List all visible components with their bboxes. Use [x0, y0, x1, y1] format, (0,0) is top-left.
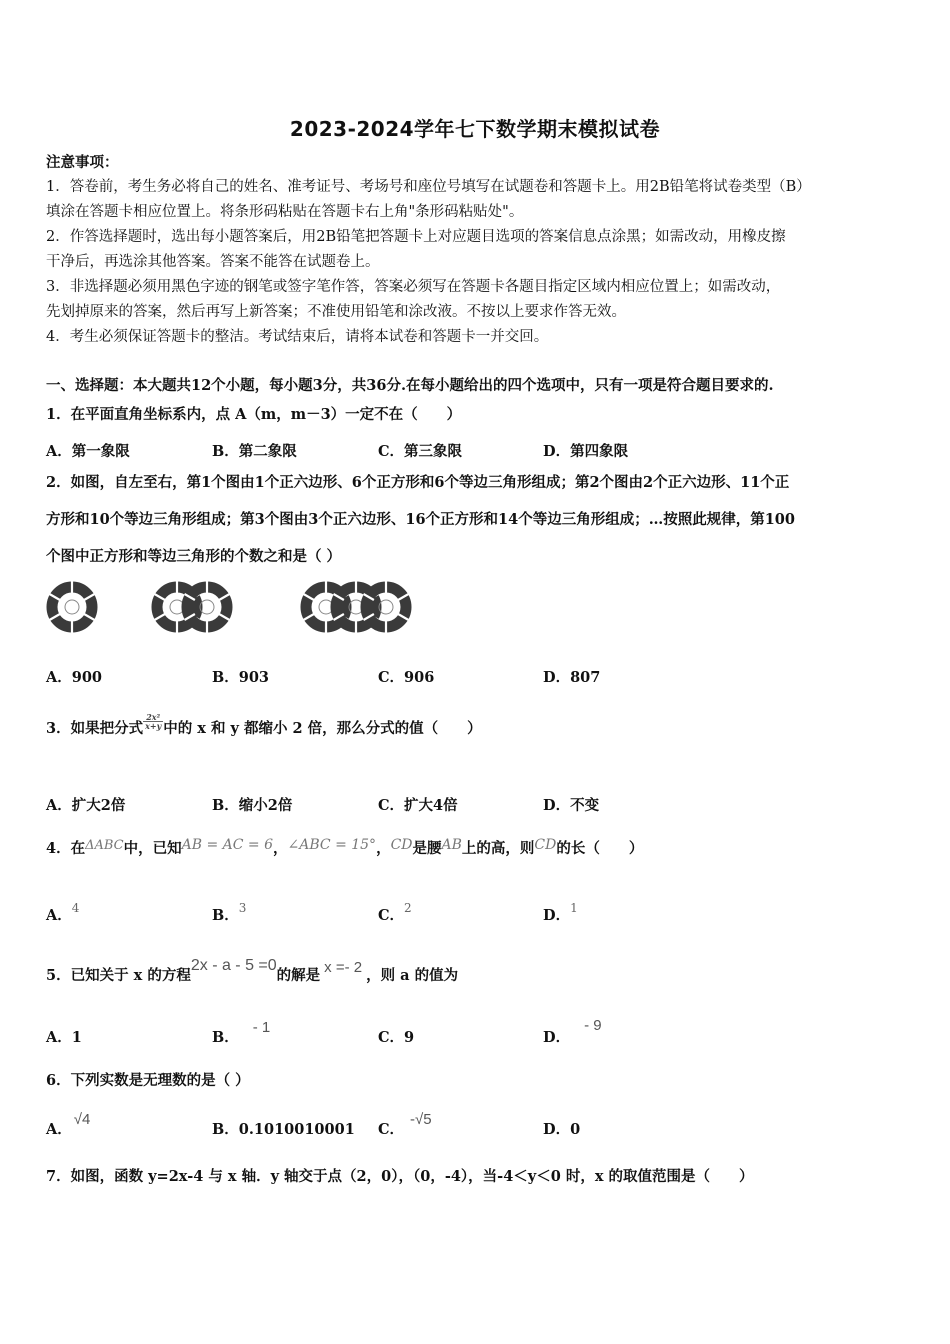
q4-option-label: C． [378, 907, 405, 924]
q1-option-c[interactable]: C．第三象限 [378, 443, 463, 460]
question-2-line: 个图中正方形和等边三角形的个数之和是（ ） [46, 548, 342, 565]
figure-3 [304, 581, 409, 633]
q3-prefix: 3．如果把分式 [46, 720, 144, 737]
q4-math-angle: ∠ABC = 15° [287, 837, 377, 853]
question-5-stem [46, 957, 459, 985]
q3-option-c[interactable]: C．扩大4倍 [378, 797, 458, 814]
q3-suffix: 中的 x 和 y 都缩小 2 倍，那么分式的值（ ） [163, 720, 482, 737]
q4-option-value: 3 [238, 901, 247, 915]
q4-option-a[interactable] [46, 901, 80, 925]
q2-option-d[interactable]: D．807 [543, 669, 601, 686]
q5-option-a[interactable] [46, 1026, 82, 1047]
question-6-stem: 6．下列实数是无理数的是（ ） [46, 1072, 250, 1089]
q4-math-cd: CD [534, 837, 557, 853]
q1-option-d[interactable]: D．第四象限 [543, 443, 629, 460]
q4-text: 的长（ ） [556, 840, 644, 857]
question-7-stem: 7．如图，函数 y=2x-4 与 x 轴．y 轴交于点（2，0），（0，-4），当-4＜y＜0 时，x 的取值范围是（ ） [46, 1168, 754, 1185]
q5-option-label: B． [212, 1029, 239, 1046]
q5-option-value: - 1 [252, 1019, 271, 1036]
q6-option-value: √4 [73, 1111, 91, 1128]
q3-option-b[interactable]: B．缩小2倍 [212, 797, 293, 814]
q6-option-label: D．0 [543, 1121, 581, 1138]
q3-fraction [143, 713, 163, 730]
q4-text: 是腰 [412, 840, 442, 857]
question-4-stem [46, 837, 644, 858]
q5-text: 的解是 [276, 967, 321, 984]
q3-fraction-numerator: 2x² [143, 713, 163, 722]
q4-math-equal-sides: AB = AC = 6 [181, 837, 274, 853]
notes-line: 填涂在答题卡相应位置上。将条形码粘贴在答题卡右上角"条形码粘贴处"。 [46, 204, 524, 220]
q1-option-a[interactable]: A．第一象限 [46, 443, 130, 460]
q2-option-c[interactable]: C．906 [378, 669, 435, 686]
q2-option-b[interactable]: B．903 [212, 669, 270, 686]
q3-option-a[interactable]: A．扩大2倍 [46, 797, 126, 814]
section-heading: 一、选择题：本大题共12个小题，每小题3分，共36分.在每小题给出的四个选项中，只有一项是符合题目要求的. [46, 377, 774, 394]
q4-text: 中，已知 [123, 840, 182, 857]
figure-1 [50, 581, 95, 633]
question-2-line: 方形和10个等边三角形组成；第3个图由3个正六边形、16个正方形和14个等边三角形组成；…按照此规律，第100 [46, 511, 795, 528]
q5-math-solution: x =- 2 [324, 959, 363, 976]
q5-option-label: D． [543, 1029, 571, 1046]
question-3-stem [46, 711, 482, 738]
hexagon-pattern-figures [44, 576, 416, 638]
q4-option-label: A． [46, 907, 72, 924]
notes-line: 干净后，再选涂其他答案。答案不能答在试题卷上。 [46, 254, 380, 270]
q6-option-c[interactable] [378, 1111, 432, 1139]
q5-option-b[interactable] [212, 1019, 271, 1047]
q6-option-b[interactable] [212, 1118, 355, 1139]
q3-option-d[interactable]: D．不变 [543, 797, 600, 814]
q4-text: 4．在 [46, 840, 86, 857]
q4-text: 上的高，则 [461, 840, 535, 857]
q4-option-b[interactable] [212, 901, 247, 925]
q5-option-label: C．9 [378, 1029, 415, 1046]
q3-fraction-denominator: x+y [145, 720, 162, 731]
notes-line: 先划掉原来的答案，然后再写上新答案；不准使用铅笔和涂改液。不按以上要求作答无效。 [46, 304, 626, 320]
q5-option-d[interactable] [543, 1017, 602, 1047]
q4-option-label: D． [543, 907, 571, 924]
notes-line: 1．答卷前，考生务必将自己的姓名、准考证号、考场号和座位号填写在试题卷和答题卡上。用2B铅笔将试卷类型（B） [46, 179, 811, 195]
q4-math-ab: AB [441, 837, 462, 853]
notes-heading: 注意事项： [46, 154, 119, 171]
q4-math-triangle: ΔABC [85, 838, 124, 853]
q5-option-value: - 9 [584, 1017, 602, 1034]
q5-option-c[interactable] [378, 1026, 414, 1047]
q6-option-label: C． [378, 1121, 405, 1138]
q6-option-value: -√5 [410, 1111, 432, 1128]
q6-option-d[interactable] [543, 1118, 580, 1139]
q6-option-label: B．0.1010010001 [212, 1121, 355, 1138]
notes-line: 2．作答选择题时，选出每小题答案后，用2B铅笔把答题卡上对应题目选项的答案信息点涂黑；如需改动，用橡皮擦 [46, 229, 786, 245]
q4-option-value: 2 [404, 901, 412, 915]
q4-option-label: B． [212, 907, 239, 924]
q4-option-c[interactable] [378, 901, 412, 925]
q4-option-d[interactable] [543, 901, 578, 925]
q4-option-value: 1 [570, 901, 578, 915]
q6-option-label: A． [46, 1121, 72, 1138]
notes-line: 3．非选择题必须用黑色字迹的钢笔或签字笔作答，答案必须写在答题卡各题目指定区域内相应位置上；如需改动， [46, 279, 781, 295]
notes-line: 4．考生必须保证答题卡的整洁。考试结束后，请将本试卷和答题卡一并交回。 [46, 329, 549, 345]
q6-option-a[interactable] [46, 1111, 91, 1139]
q4-option-value: 4 [71, 901, 80, 915]
q5-text: 5．已知关于 x 的方程 [46, 967, 191, 984]
q5-math-equation: 2x - a - 5 =0 [190, 957, 277, 974]
q4-text: ， [273, 840, 288, 857]
q1-option-b[interactable]: B．第二象限 [212, 443, 297, 460]
q5-text: ，则 a 的值为 [366, 967, 459, 984]
q4-math-cd: CD [390, 837, 413, 853]
question-2-line: 2．如图，自左至右，第1个图由1个正六边形、6个正方形和6个等边三角形组成；第2个图由2个正六边形、11个正 [46, 474, 790, 491]
q2-option-a[interactable]: A．900 [46, 669, 103, 686]
page-title: 2023-2024学年七下数学期末模拟试卷 [289, 117, 661, 141]
q4-text: ， [376, 840, 391, 857]
q5-option-label: A．1 [46, 1029, 82, 1046]
figure-2 [155, 581, 230, 633]
question-1-stem: 1．在平面直角坐标系内，点 A（m，m－3）一定不在（ ） [46, 406, 462, 423]
